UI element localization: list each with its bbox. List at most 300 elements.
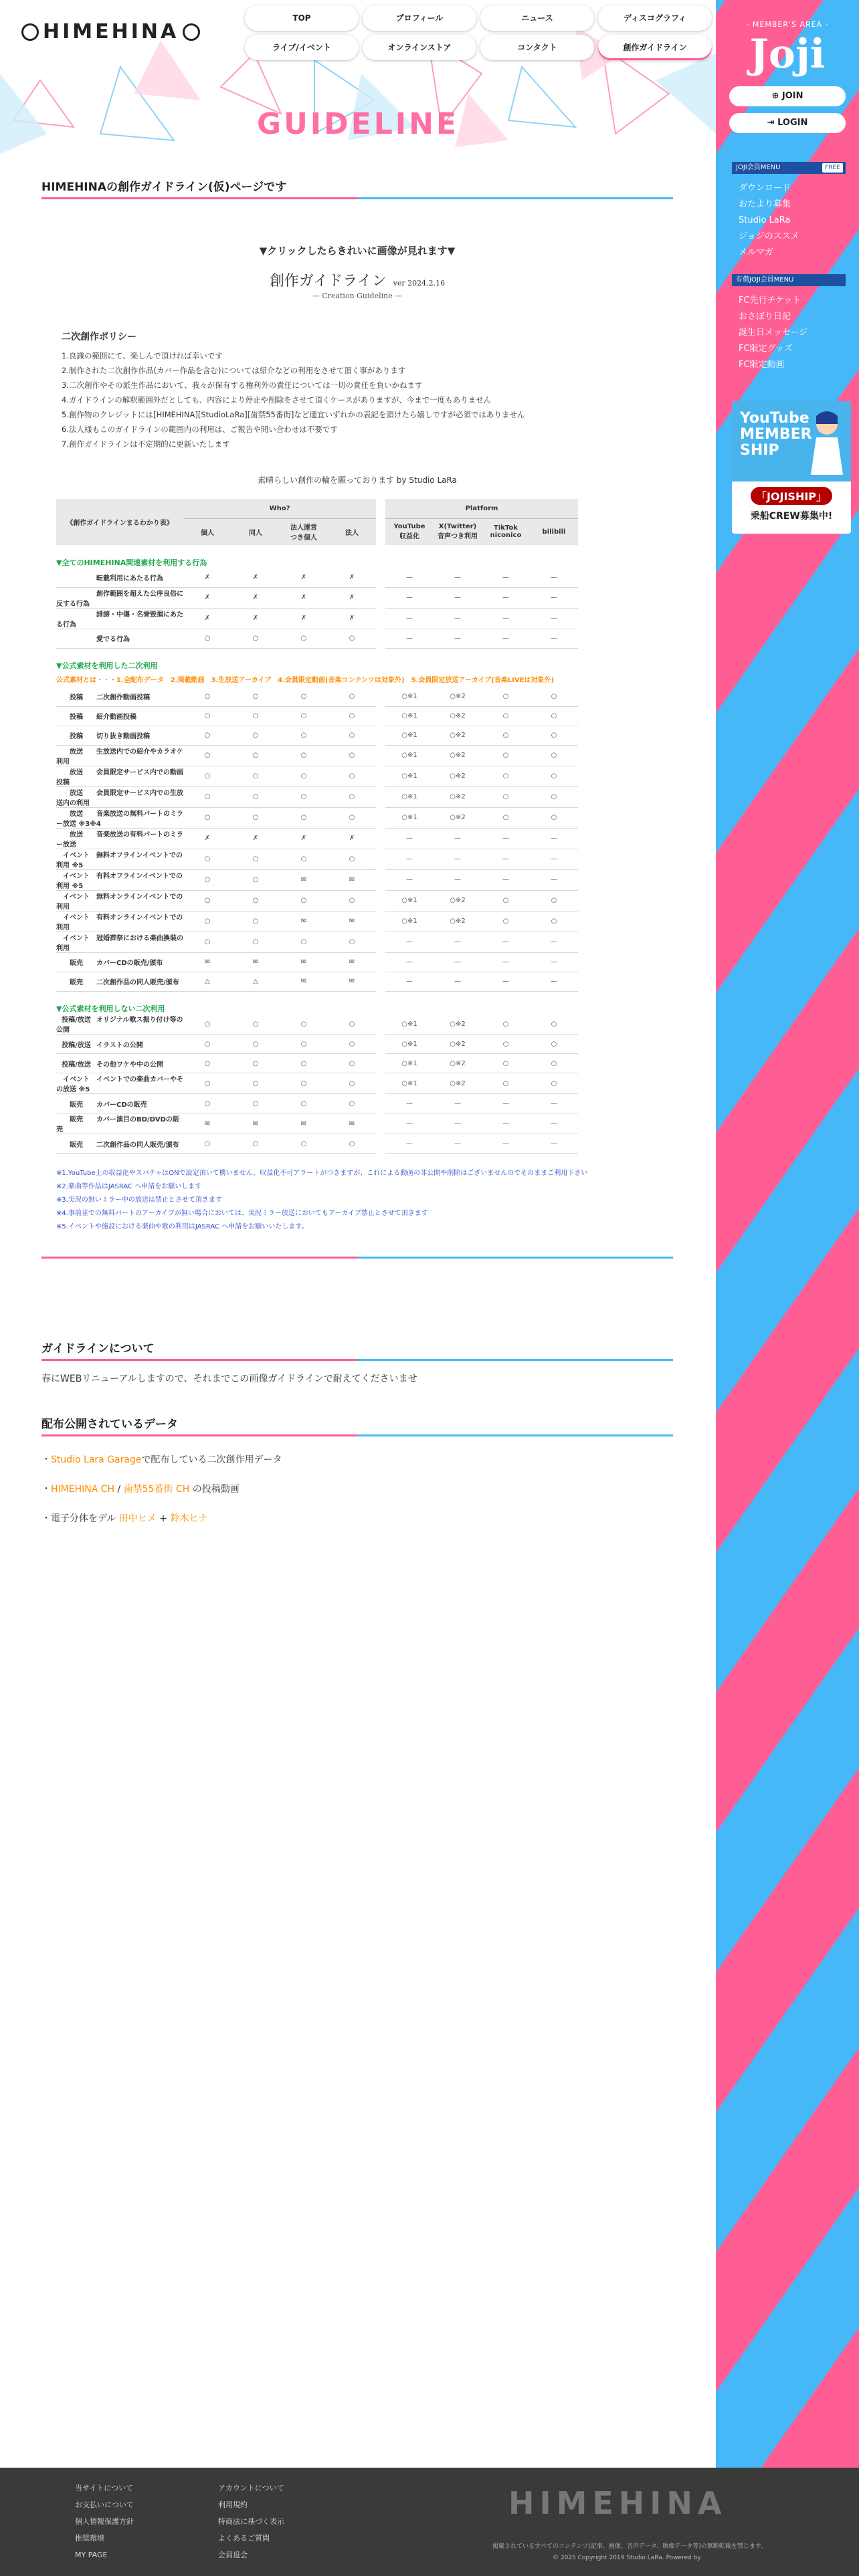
row-label-cell: [56, 1035, 183, 1054]
table-cell: ○: [328, 786, 376, 807]
row-label-cell: [56, 807, 183, 828]
table-gap: [376, 687, 385, 706]
table-cell: ○: [328, 629, 376, 648]
sidebar-menu-item[interactable]: ダウンロード: [739, 183, 791, 193]
table-gap: [376, 706, 385, 726]
nav-item[interactable]: TOP: [245, 5, 359, 31]
table-cell: —: [482, 587, 530, 608]
table-cell: ✗: [328, 587, 376, 608]
sidebar-menu-item[interactable]: Studio LaRa: [739, 215, 791, 225]
row-label: 二次創作動画投稿: [96, 693, 150, 702]
table-legend: 公式素材とは・・・1.全配布データ 2.掲載動画 3.生放送アーカイブ 4.会員限定動画(音楽コンテンツは対象外) 5.会員限定放送アーカイブ(音楽LIVEは対象外): [56, 676, 555, 684]
row-category: 投稿/放送: [62, 1016, 91, 1024]
table-cell: ○: [530, 745, 578, 766]
footnotes: [56, 1167, 673, 1234]
table-row: [56, 1113, 578, 1134]
footer-link[interactable]: 利用規約: [218, 2500, 248, 2509]
row-label: 創作範囲を超えた公序良俗に反する行為: [56, 590, 183, 608]
table-row: [56, 869, 578, 890]
table-cell: ○: [482, 786, 530, 807]
table-gap: [376, 568, 385, 587]
table-cell: ○: [183, 786, 231, 807]
row-label: 紹介動画投稿: [96, 714, 136, 721]
policy-item: 3.二次創作やその派生作品において、我々が保有する権利外の責任については一切の責任を負いかねます: [62, 381, 423, 390]
table-cell: ○※1: [385, 1054, 434, 1073]
table-corner-title: 《創作ガイドラインまるわかり表》: [56, 499, 183, 545]
login-icon: ⇥: [767, 118, 778, 128]
table-cell: ✉: [183, 1113, 231, 1134]
table-row: [56, 1054, 578, 1073]
guideline-sheet-subtitle: — Creation Guideline —: [312, 292, 403, 300]
table-cell: ○: [183, 807, 231, 828]
himehina-logo[interactable]: HIMEHINA: [21, 20, 200, 43]
table-row: [56, 766, 578, 786]
table-cell: ○: [231, 745, 280, 766]
row-label: 有料オンラインイベントでの利用: [56, 914, 183, 932]
table-cell: ✉: [328, 869, 376, 890]
row-label-cell: [56, 706, 183, 726]
table-cell: ✉: [183, 952, 231, 972]
row-label-cell: [56, 1054, 183, 1073]
character-illustration-icon: [807, 411, 847, 475]
table-section-title: ▼公式素材を利用した二次利用: [56, 661, 158, 670]
login-button[interactable]: ⇥ LOGIN: [729, 113, 846, 133]
table-cell: —: [482, 568, 530, 587]
guideline-sheet-title[interactable]: 創作ガイドライン ver 2024.2.16: [269, 273, 446, 290]
55-ch-link[interactable]: 歯禁55番街 CH: [123, 1484, 190, 1495]
table-row: [56, 932, 578, 952]
row-category: 販売: [70, 960, 83, 967]
table-cell: —: [434, 869, 482, 890]
table-cell: ○※1: [385, 726, 434, 745]
table-cell: ○: [530, 687, 578, 706]
table-gap: [376, 766, 385, 786]
table-gap: [376, 849, 385, 869]
table-cell: ✗: [280, 568, 328, 587]
table-cell: ○※1: [385, 766, 434, 786]
table-cell: —: [385, 1113, 434, 1134]
table-cell: —: [530, 952, 578, 972]
table-cell: ○: [530, 1073, 578, 1094]
table-cell: ✗: [231, 587, 280, 608]
table-row: [56, 828, 578, 849]
table-cell: ○: [280, 745, 328, 766]
table-cell: —: [434, 1094, 482, 1113]
table-cell: ✗: [280, 828, 328, 849]
platform-column-header: X(Twitter) 音声つき利用: [434, 518, 482, 545]
table-gap: [376, 1134, 385, 1154]
nav-item[interactable]: ニュース: [480, 5, 594, 31]
table-row: [56, 849, 578, 869]
table-cell: ○: [530, 1035, 578, 1054]
row-label-cell: [56, 587, 183, 608]
page-title: GUIDELINE: [256, 107, 460, 141]
table-cell: ○: [530, 890, 578, 911]
table-cell: ○: [482, 766, 530, 786]
row-category: 販売: [70, 1141, 83, 1149]
table-cell: ○※2: [434, 706, 482, 726]
table-gap: [376, 786, 385, 807]
row-category: 放送: [70, 789, 83, 797]
table-cell: ○: [280, 849, 328, 869]
table-cell: ○: [328, 726, 376, 745]
table-cell: ○: [530, 1054, 578, 1073]
policy-item: 2.制作された二次創作作品(カバー作品を含む)については紹介などの利用をさせて頂く事があります: [62, 366, 406, 375]
table-cell: ○: [231, 786, 280, 807]
row-label-cell: [56, 568, 183, 587]
table-cell: ✉: [280, 972, 328, 991]
table-cell: ✗: [328, 608, 376, 629]
table-cell: ○※1: [385, 1035, 434, 1054]
footer-link[interactable]: 推奨環境: [75, 2534, 104, 2543]
table-cell: ○: [280, 932, 328, 952]
table-cell: ○: [231, 807, 280, 828]
row-category: 放送: [70, 768, 83, 776]
row-label-cell: [56, 687, 183, 706]
table-cell: —: [482, 849, 530, 869]
row-label-cell: [56, 849, 183, 869]
public-data-list: [41, 1453, 673, 1525]
row-label: 会員限定サービス内での動画投稿: [56, 768, 183, 786]
table-cell: —: [482, 952, 530, 972]
nav-item[interactable]: ライブ/イベント: [245, 35, 359, 60]
table-cell: ○: [328, 687, 376, 706]
sidebar-menu-item[interactable]: おたより募集: [739, 199, 791, 209]
table-cell: ○: [183, 932, 231, 952]
footer-link[interactable]: 当サイトについて: [75, 2484, 134, 2492]
table-cell: —: [385, 1134, 434, 1154]
table-cell: ○※2: [434, 1054, 482, 1073]
table-gap: [376, 745, 385, 766]
table-cell: —: [530, 1094, 578, 1113]
table-cell: ○: [280, 1094, 328, 1113]
table-cell: —: [385, 587, 434, 608]
table-cell: ○: [280, 629, 328, 648]
table-cell: ✉: [328, 972, 376, 991]
footer-link[interactable]: MY PAGE: [75, 2551, 108, 2559]
thanks-message: 素晴らしい創作の輪を願っております by Studio LaRa: [258, 475, 457, 485]
table-cell: ○: [280, 1073, 328, 1094]
table-section-title: ▼公式素材を利用しない二次利用: [56, 1004, 165, 1013]
table-gap: [376, 911, 385, 932]
table-cell: ○※2: [434, 726, 482, 745]
site-header: [0, 0, 716, 154]
footer-link[interactable]: 特商法に基づく表示: [218, 2517, 284, 2526]
policy-item: 7.創作ガイドラインは不定期的に更新いたします: [62, 439, 230, 449]
table-gap: [376, 807, 385, 828]
row-label: カバー演目のBD/DVDの販売: [56, 1116, 179, 1134]
sidebar-menu-item[interactable]: FC限定動画: [739, 360, 785, 370]
intro-heading: HIMEHINAの創作ガイドライン(仮)ページです: [41, 177, 673, 199]
row-category: 販売: [70, 1116, 83, 1123]
table-cell: ✗: [231, 568, 280, 587]
studio-lara-garage-link[interactable]: Studio Lara Garage: [51, 1455, 142, 1465]
row-label: 二次創作品の同人販売/頒布: [96, 979, 179, 986]
table-row: [56, 952, 578, 972]
table-gap: [376, 726, 385, 745]
platform-header: Platform: [385, 499, 578, 518]
table-gap: [376, 1113, 385, 1134]
table-row: [56, 1134, 578, 1154]
table-cell: ✗: [280, 587, 328, 608]
table-cell: ○※1: [385, 1014, 434, 1035]
sidebar-menu-item[interactable]: おさぼり日記: [739, 312, 791, 322]
table-cell: —: [434, 849, 482, 869]
table-cell: —: [385, 828, 434, 849]
table-cell: ✉: [328, 1113, 376, 1134]
row-label: 愛でる行為: [96, 636, 130, 643]
table-cell: ○※1: [385, 911, 434, 932]
row-category: 販売: [70, 979, 83, 986]
table-cell: —: [482, 1094, 530, 1113]
nav-item[interactable]: ディスコグラフィ: [598, 5, 712, 31]
table-row: [56, 608, 578, 629]
joji-menu-header: JOJI会員MENU FREE: [732, 162, 846, 174]
row-category: イベント: [63, 872, 90, 880]
guideline-table: [56, 499, 578, 1154]
row-label: 冠婚葬祭における楽曲換装の利用: [56, 934, 183, 952]
table-cell: —: [530, 568, 578, 587]
join-button[interactable]: ⊕ JOIN: [729, 86, 846, 106]
table-cell: ○: [183, 706, 231, 726]
table-cell: ○: [231, 1073, 280, 1094]
who-column-header: 個人: [183, 518, 231, 545]
row-label: イベントでの楽曲カバーやその放送 ※5: [56, 1076, 183, 1093]
secondary-creation-policy: [62, 330, 673, 451]
table-cell: ○※1: [385, 706, 434, 726]
row-label-cell: [56, 1014, 183, 1035]
tanaka-hime-link[interactable]: 田中ヒメ: [118, 1513, 157, 1524]
table-gap: [376, 890, 385, 911]
logo-mark-icon: [21, 23, 39, 41]
main-nav: [245, 5, 712, 60]
table-cell: —: [482, 828, 530, 849]
table-cell: ○: [231, 849, 280, 869]
table-cell: —: [385, 972, 434, 991]
table-gap: [376, 828, 385, 849]
row-label-cell: [56, 952, 183, 972]
row-label: 誹謗・中傷・名誉毀損にあたる行為: [56, 611, 183, 629]
row-category: 放送: [70, 748, 83, 756]
table-cell: ○: [183, 745, 231, 766]
table-gap: [376, 972, 385, 991]
row-label-cell: [56, 608, 183, 629]
row-label-cell: [56, 911, 183, 932]
sidebar-menu-item[interactable]: FC先行チケット: [739, 296, 801, 306]
joji-logo[interactable]: Joji: [749, 31, 826, 78]
footer-links-2: [218, 2480, 284, 2563]
table-cell: ○: [231, 911, 280, 932]
table-cell: —: [482, 972, 530, 991]
table-cell: ○: [482, 745, 530, 766]
table-cell: ○: [328, 706, 376, 726]
policy-item: 6.法人様もこのガイドラインの範囲内の利用は、ご報告や問い合わせは不要です: [62, 425, 338, 434]
row-category: 放送: [70, 831, 83, 839]
sidebar-menu-item[interactable]: メルマガ: [739, 247, 774, 257]
table-row: [56, 587, 578, 608]
table-cell: —: [530, 828, 578, 849]
table-cell: —: [434, 587, 482, 608]
table-cell: —: [482, 608, 530, 629]
table-cell: ○: [328, 1014, 376, 1035]
table-cell: ○: [231, 706, 280, 726]
table-cell: ○: [482, 890, 530, 911]
footer-link[interactable]: お支払いについて: [75, 2500, 134, 2509]
policy-item: 5.創作物のクレジットには[HIMEHINA][StudioLaRa][歯禁55番街]など適宜いずれかの表記を頂けたら嬉しですが必須ではありません: [62, 410, 525, 419]
table-cell: ✗: [231, 828, 280, 849]
nav-item[interactable]: コンタクト: [480, 35, 594, 60]
table-cell: ○※2: [434, 1073, 482, 1094]
footer-link[interactable]: よくあるご質問: [218, 2534, 270, 2543]
row-label: 有料オフラインイベントでの利用 ※5: [56, 872, 183, 890]
table-cell: ○: [530, 786, 578, 807]
table-cell: ○: [328, 1094, 376, 1113]
table-cell: ○※1: [385, 745, 434, 766]
table-section-title: ▼全てのHIMEHINA関連素材を利用する行為: [56, 558, 207, 567]
table-cell: ○※1: [385, 890, 434, 911]
table-cell: —: [385, 608, 434, 629]
footer-link[interactable]: 会員退会: [218, 2551, 248, 2559]
table-cell: ✉: [328, 911, 376, 932]
table-cell: ○: [530, 766, 578, 786]
table-cell: ○※2: [434, 911, 482, 932]
row-label-cell: [56, 629, 183, 648]
row-label: カバーCDの販売/頒布: [96, 960, 163, 967]
row-label: カバーCDの販売: [96, 1101, 147, 1109]
list-item: ・電子分体をデル 田中ヒメ + 鈴木ヒナ: [41, 1513, 208, 1524]
table-row: [56, 972, 578, 991]
table-cell: ○※2: [434, 807, 482, 828]
table-cell: ○: [482, 911, 530, 932]
table-cell: ○: [280, 726, 328, 745]
table-cell: —: [385, 568, 434, 587]
table-cell: ○※1: [385, 1073, 434, 1094]
table-cell: —: [482, 1134, 530, 1154]
table-cell: ○: [280, 890, 328, 911]
table-cell: ✗: [328, 828, 376, 849]
table-cell: ✗: [183, 568, 231, 587]
table-gap: [376, 1073, 385, 1094]
table-cell: —: [530, 587, 578, 608]
table-row: [56, 706, 578, 726]
table-cell: —: [434, 1113, 482, 1134]
table-cell: ○: [280, 1054, 328, 1073]
row-category: 投稿: [70, 714, 83, 721]
sidebar-menu-item[interactable]: ジョジのススメ: [739, 231, 799, 241]
row-label: 音楽放送の有料パートのミラー放送: [56, 831, 183, 849]
platform-column-header: YouTube 収益化: [385, 518, 434, 545]
table-cell: —: [530, 1113, 578, 1134]
footer-logo: HIMEHINA: [508, 2485, 727, 2521]
footer-links-1: [75, 2480, 134, 2563]
members-area-label: - MEMBER'S AREA -: [746, 20, 829, 29]
table-cell: ○: [530, 1014, 578, 1035]
row-category: 投稿: [70, 733, 83, 740]
row-label: 無料オフラインイベントでの利用 ※5: [56, 851, 183, 869]
nav-item[interactable]: オンラインストア: [363, 35, 476, 60]
table-cell: ✉: [231, 952, 280, 972]
table-cell: —: [482, 932, 530, 952]
table-cell: —: [530, 1134, 578, 1154]
table-cell: —: [530, 608, 578, 629]
about-heading: ガイドラインについて: [41, 1339, 673, 1361]
sheet-version: ver 2024.2.16: [393, 279, 446, 288]
table-cell: —: [434, 608, 482, 629]
table-cell: ○※2: [434, 1035, 482, 1054]
table-cell: ○: [231, 1014, 280, 1035]
who-column-header: 法人: [328, 518, 376, 545]
row-label-cell: [56, 766, 183, 786]
membership-banner[interactable]: [732, 401, 851, 534]
list-item: ・HIMEHINA CH / 歯禁55番街 CH の投稿動画: [41, 1484, 240, 1495]
free-badge: FREE: [822, 163, 843, 173]
table-cell: —: [434, 1134, 482, 1154]
table-cell: ○: [482, 807, 530, 828]
row-label: 切り抜き動画投稿: [96, 733, 150, 740]
table-cell: ○: [183, 726, 231, 745]
table-cell: ○: [231, 1035, 280, 1054]
platform-column-header: TikTok niconico: [482, 518, 530, 545]
row-category: 投稿/放送: [62, 1061, 91, 1069]
table-gap: [376, 952, 385, 972]
nav-item[interactable]: プロフィール: [363, 5, 476, 31]
row-label-cell: [56, 972, 183, 991]
table-cell: ○: [183, 1014, 231, 1035]
table-cell: ○: [183, 1035, 231, 1054]
policy-item: 1.良識の範囲にて、楽しんで頂ければ幸いです: [62, 351, 223, 360]
table-cell: ✉: [328, 952, 376, 972]
table-cell: ○: [482, 687, 530, 706]
table-cell: ○: [328, 890, 376, 911]
footer-link[interactable]: アカウントについて: [218, 2484, 284, 2492]
table-row: [56, 1014, 578, 1035]
table-cell: ○: [328, 1073, 376, 1094]
row-label-cell: [56, 828, 183, 849]
table-cell: △: [231, 972, 280, 991]
table-cell: ○: [231, 869, 280, 890]
who-column-header: 法人運営 つき個人: [280, 518, 328, 545]
suzuki-hina-link[interactable]: 鈴木ヒナ: [170, 1513, 208, 1524]
table-cell: —: [385, 629, 434, 648]
himehina-ch-link[interactable]: HIMEHINA CH: [51, 1484, 115, 1495]
table-cell: —: [434, 828, 482, 849]
table-cell: —: [482, 629, 530, 648]
sidebar-menu-item[interactable]: FC限定グッズ: [739, 344, 793, 354]
sidebar-menu-item[interactable]: 誕生日メッセージ: [739, 328, 808, 338]
nav-item[interactable]: 創作ガイドライン: [598, 35, 712, 60]
table-row: [56, 890, 578, 911]
table-cell: ○: [280, 1035, 328, 1054]
table-cell: ○: [280, 1134, 328, 1154]
footnote: ※5.イベントや施設における楽曲や歌の利用はJASRAC へ申請をお願いいたします。: [56, 1223, 308, 1230]
row-label-cell: [56, 932, 183, 952]
row-label-cell: [56, 745, 183, 766]
table-cell: —: [385, 869, 434, 890]
table-cell: —: [482, 869, 530, 890]
table-row: [56, 726, 578, 745]
footer-link[interactable]: 個人情報保護方針: [75, 2517, 134, 2526]
table-cell: ✗: [280, 608, 328, 629]
table-cell: ○: [328, 1134, 376, 1154]
table-row: [56, 568, 578, 587]
paid-menu-list: [739, 293, 807, 373]
table-cell: ✗: [183, 608, 231, 629]
table-cell: ○: [328, 1054, 376, 1073]
table-cell: ○: [328, 849, 376, 869]
table-gap: [376, 608, 385, 629]
row-label-cell: [56, 890, 183, 911]
table-row: [56, 1094, 578, 1113]
